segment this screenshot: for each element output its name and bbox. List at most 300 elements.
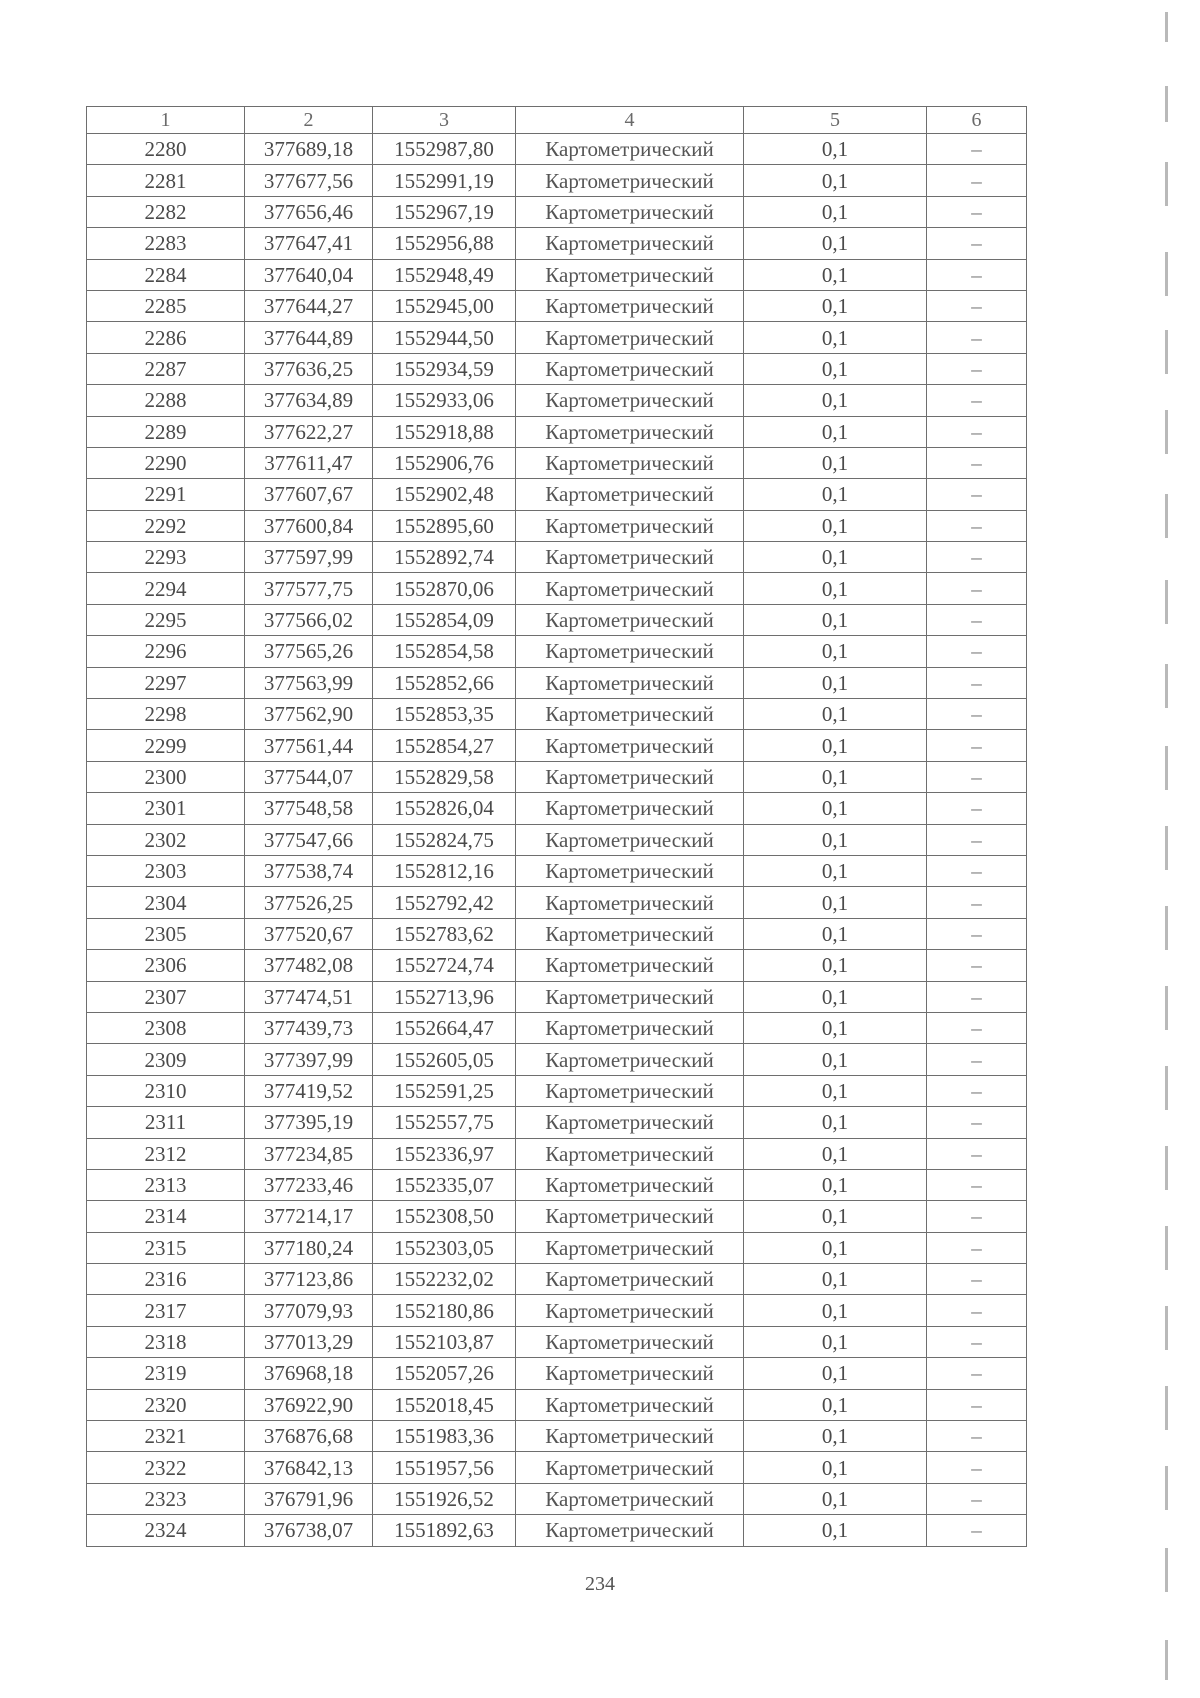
table-row: [87, 855, 1027, 886]
cell-point-number: 2315: [87, 1232, 245, 1263]
cell-coordinate-y: 1552945,00: [373, 290, 516, 321]
cell-accuracy: 0,1: [744, 950, 927, 981]
cell-method: Картометрический: [516, 604, 744, 635]
cell-method: Картометрический: [516, 667, 744, 698]
cell-point-number: 2320: [87, 1389, 245, 1420]
cell-method: Картометрический: [516, 1107, 744, 1138]
cell-accuracy: 0,1: [744, 542, 927, 573]
table-row: [87, 1515, 1027, 1546]
column-header-1: 1: [87, 107, 245, 134]
cell-point-number: 2298: [87, 699, 245, 730]
cell-note: –: [927, 134, 1027, 165]
cell-coordinate-y: 1551983,36: [373, 1421, 516, 1452]
cell-point-number: 2285: [87, 290, 245, 321]
cell-coordinate-y: 1552854,58: [373, 636, 516, 667]
table-row: [87, 793, 1027, 824]
cell-coordinate-x: 377611,47: [245, 447, 373, 478]
cell-accuracy: 0,1: [744, 1358, 927, 1389]
cell-accuracy: 0,1: [744, 981, 927, 1012]
cell-method: Картометрический: [516, 385, 744, 416]
column-header-2: 2: [245, 107, 373, 134]
cell-note: –: [927, 1264, 1027, 1295]
cell-accuracy: 0,1: [744, 1107, 927, 1138]
cell-note: –: [927, 918, 1027, 949]
table-row: [87, 1264, 1027, 1295]
cell-method: Картометрический: [516, 447, 744, 478]
table-row: [87, 981, 1027, 1012]
cell-point-number: 2297: [87, 667, 245, 698]
cell-note: –: [927, 573, 1027, 604]
cell-method: Картометрический: [516, 1264, 744, 1295]
cell-coordinate-x: 376968,18: [245, 1358, 373, 1389]
cell-coordinate-x: 376876,68: [245, 1421, 373, 1452]
cell-accuracy: 0,1: [744, 1264, 927, 1295]
cell-coordinate-x: 377079,93: [245, 1295, 373, 1326]
table-row: [87, 1075, 1027, 1106]
cell-note: –: [927, 761, 1027, 792]
cell-point-number: 2286: [87, 322, 245, 353]
cell-method: Картометрический: [516, 1232, 744, 1263]
cell-accuracy: 0,1: [744, 1044, 927, 1075]
table-row: [87, 730, 1027, 761]
table-row: [87, 1169, 1027, 1200]
cell-method: Картометрический: [516, 1075, 744, 1106]
coordinates-table: [86, 106, 1027, 1547]
cell-method: Картометрический: [516, 761, 744, 792]
table-row: [87, 1138, 1027, 1169]
cell-coordinate-y: 1552591,25: [373, 1075, 516, 1106]
cell-coordinate-x: 377644,27: [245, 290, 373, 321]
cell-coordinate-y: 1552057,26: [373, 1358, 516, 1389]
table-row: [87, 887, 1027, 918]
table-row: [87, 824, 1027, 855]
cell-accuracy: 0,1: [744, 636, 927, 667]
cell-coordinate-y: 1552987,80: [373, 134, 516, 165]
table-row: [87, 1232, 1027, 1263]
cell-note: –: [927, 447, 1027, 478]
cell-accuracy: 0,1: [744, 510, 927, 541]
cell-accuracy: 0,1: [744, 1389, 927, 1420]
cell-accuracy: 0,1: [744, 228, 927, 259]
table-row: [87, 604, 1027, 635]
cell-coordinate-x: 377526,25: [245, 887, 373, 918]
cell-coordinate-x: 377013,29: [245, 1326, 373, 1357]
cell-coordinate-y: 1552724,74: [373, 950, 516, 981]
cell-point-number: 2316: [87, 1264, 245, 1295]
cell-note: –: [927, 636, 1027, 667]
cell-coordinate-y: 1552918,88: [373, 416, 516, 447]
column-header-3: 3: [373, 107, 516, 134]
cell-coordinate-y: 1552902,48: [373, 479, 516, 510]
cell-accuracy: 0,1: [744, 134, 927, 165]
cell-accuracy: 0,1: [744, 1201, 927, 1232]
cell-method: Картометрический: [516, 353, 744, 384]
table-row: [87, 1483, 1027, 1514]
cell-point-number: 2312: [87, 1138, 245, 1169]
header-row: [87, 107, 1027, 134]
cell-method: Картометрический: [516, 228, 744, 259]
cell-coordinate-y: 1552829,58: [373, 761, 516, 792]
cell-method: Картометрический: [516, 416, 744, 447]
cell-method: Картометрический: [516, 855, 744, 886]
cell-coordinate-x: 377636,25: [245, 353, 373, 384]
cell-note: –: [927, 793, 1027, 824]
table-row: [87, 290, 1027, 321]
cell-accuracy: 0,1: [744, 1452, 927, 1483]
cell-point-number: 2282: [87, 196, 245, 227]
cell-coordinate-x: 377577,75: [245, 573, 373, 604]
cell-point-number: 2318: [87, 1326, 245, 1357]
cell-point-number: 2305: [87, 918, 245, 949]
cell-coordinate-x: 376842,13: [245, 1452, 373, 1483]
cell-note: –: [927, 1169, 1027, 1200]
table-row: [87, 1012, 1027, 1043]
cell-coordinate-y: 1552933,06: [373, 385, 516, 416]
cell-coordinate-y: 1552303,05: [373, 1232, 516, 1263]
cell-note: –: [927, 981, 1027, 1012]
cell-coordinate-x: 377544,07: [245, 761, 373, 792]
cell-method: Картометрический: [516, 636, 744, 667]
cell-accuracy: 0,1: [744, 196, 927, 227]
cell-note: –: [927, 196, 1027, 227]
cell-point-number: 2301: [87, 793, 245, 824]
cell-coordinate-y: 1552854,09: [373, 604, 516, 635]
cell-method: Картометрический: [516, 730, 744, 761]
cell-coordinate-y: 1552713,96: [373, 981, 516, 1012]
cell-coordinate-y: 1552180,86: [373, 1295, 516, 1326]
cell-method: Картометрический: [516, 1483, 744, 1514]
cell-accuracy: 0,1: [744, 1515, 927, 1546]
cell-coordinate-x: 377439,73: [245, 1012, 373, 1043]
column-header-5: 5: [744, 107, 927, 134]
cell-coordinate-y: 1552854,27: [373, 730, 516, 761]
cell-accuracy: 0,1: [744, 1326, 927, 1357]
cell-coordinate-y: 1552906,76: [373, 447, 516, 478]
cell-note: –: [927, 730, 1027, 761]
cell-method: Картометрический: [516, 259, 744, 290]
cell-coordinate-x: 377234,85: [245, 1138, 373, 1169]
cell-note: –: [927, 1421, 1027, 1452]
cell-coordinate-x: 377565,26: [245, 636, 373, 667]
cell-note: –: [927, 542, 1027, 573]
cell-coordinate-x: 377547,66: [245, 824, 373, 855]
cell-note: –: [927, 950, 1027, 981]
cell-note: –: [927, 510, 1027, 541]
cell-point-number: 2317: [87, 1295, 245, 1326]
cell-point-number: 2302: [87, 824, 245, 855]
cell-coordinate-x: 376791,96: [245, 1483, 373, 1514]
cell-point-number: 2306: [87, 950, 245, 981]
table-row: [87, 322, 1027, 353]
cell-method: Картометрический: [516, 510, 744, 541]
cell-coordinate-y: 1552852,66: [373, 667, 516, 698]
cell-method: Картометрический: [516, 165, 744, 196]
table-row: [87, 447, 1027, 478]
cell-point-number: 2309: [87, 1044, 245, 1075]
cell-method: Картометрический: [516, 793, 744, 824]
cell-point-number: 2292: [87, 510, 245, 541]
cell-method: Картометрический: [516, 134, 744, 165]
cell-accuracy: 0,1: [744, 1295, 927, 1326]
cell-note: –: [927, 1483, 1027, 1514]
table-row: [87, 1452, 1027, 1483]
table-row: [87, 761, 1027, 792]
cell-note: –: [927, 479, 1027, 510]
cell-method: Картометрический: [516, 479, 744, 510]
cell-coordinate-y: 1552853,35: [373, 699, 516, 730]
cell-method: Картометрический: [516, 1421, 744, 1452]
cell-note: –: [927, 667, 1027, 698]
cell-accuracy: 0,1: [744, 1232, 927, 1263]
cell-method: Картометрический: [516, 699, 744, 730]
cell-coordinate-y: 1552232,02: [373, 1264, 516, 1295]
cell-point-number: 2283: [87, 228, 245, 259]
cell-coordinate-y: 1552792,42: [373, 887, 516, 918]
cell-accuracy: 0,1: [744, 416, 927, 447]
cell-coordinate-y: 1552895,60: [373, 510, 516, 541]
cell-coordinate-y: 1552826,04: [373, 793, 516, 824]
cell-coordinate-x: 377548,58: [245, 793, 373, 824]
cell-coordinate-x: 377563,99: [245, 667, 373, 698]
cell-method: Картометрический: [516, 290, 744, 321]
cell-note: –: [927, 1044, 1027, 1075]
cell-coordinate-y: 1552967,19: [373, 196, 516, 227]
cell-accuracy: 0,1: [744, 699, 927, 730]
cell-method: Картометрический: [516, 918, 744, 949]
cell-note: –: [927, 1452, 1027, 1483]
cell-coordinate-x: 377180,24: [245, 1232, 373, 1263]
cell-note: –: [927, 699, 1027, 730]
cell-coordinate-y: 1552934,59: [373, 353, 516, 384]
cell-method: Картометрический: [516, 1201, 744, 1232]
table-row: [87, 228, 1027, 259]
cell-coordinate-x: 377397,99: [245, 1044, 373, 1075]
cell-accuracy: 0,1: [744, 573, 927, 604]
table-row: [87, 918, 1027, 949]
cell-accuracy: 0,1: [744, 1138, 927, 1169]
cell-accuracy: 0,1: [744, 887, 927, 918]
table-row: [87, 385, 1027, 416]
table-row: [87, 134, 1027, 165]
cell-method: Картометрический: [516, 1138, 744, 1169]
cell-coordinate-x: 377123,86: [245, 1264, 373, 1295]
cell-method: Картометрический: [516, 950, 744, 981]
cell-coordinate-y: 1552892,74: [373, 542, 516, 573]
cell-accuracy: 0,1: [744, 855, 927, 886]
cell-point-number: 2294: [87, 573, 245, 604]
cell-coordinate-y: 1552991,19: [373, 165, 516, 196]
table-row: [87, 1107, 1027, 1138]
cell-point-number: 2296: [87, 636, 245, 667]
table-row: [87, 1358, 1027, 1389]
cell-point-number: 2291: [87, 479, 245, 510]
table-row: [87, 1044, 1027, 1075]
cell-accuracy: 0,1: [744, 165, 927, 196]
cell-accuracy: 0,1: [744, 259, 927, 290]
table-row: [87, 950, 1027, 981]
cell-coordinate-x: 377622,27: [245, 416, 373, 447]
cell-point-number: 2304: [87, 887, 245, 918]
cell-point-number: 2323: [87, 1483, 245, 1514]
cell-method: Картометрический: [516, 1515, 744, 1546]
cell-coordinate-y: 1552956,88: [373, 228, 516, 259]
cell-point-number: 2280: [87, 134, 245, 165]
cell-note: –: [927, 604, 1027, 635]
cell-coordinate-y: 1552018,45: [373, 1389, 516, 1420]
cell-accuracy: 0,1: [744, 290, 927, 321]
cell-note: –: [927, 353, 1027, 384]
cell-point-number: 2310: [87, 1075, 245, 1106]
cell-accuracy: 0,1: [744, 322, 927, 353]
table-row: [87, 1326, 1027, 1357]
cell-coordinate-x: 377689,18: [245, 134, 373, 165]
table-row: [87, 416, 1027, 447]
table-body: [87, 134, 1027, 1547]
cell-point-number: 2288: [87, 385, 245, 416]
table-row: [87, 699, 1027, 730]
cell-method: Картометрический: [516, 1452, 744, 1483]
cell-coordinate-x: 376738,07: [245, 1515, 373, 1546]
cell-note: –: [927, 165, 1027, 196]
cell-accuracy: 0,1: [744, 1421, 927, 1452]
cell-note: –: [927, 1326, 1027, 1357]
cell-accuracy: 0,1: [744, 918, 927, 949]
cell-accuracy: 0,1: [744, 761, 927, 792]
cell-coordinate-x: 377607,67: [245, 479, 373, 510]
table-row: [87, 1421, 1027, 1452]
cell-coordinate-y: 1552336,97: [373, 1138, 516, 1169]
cell-method: Картометрический: [516, 1169, 744, 1200]
cell-coordinate-y: 1552824,75: [373, 824, 516, 855]
cell-coordinate-y: 1552944,50: [373, 322, 516, 353]
cell-coordinate-y: 1552557,75: [373, 1107, 516, 1138]
table-row: [87, 196, 1027, 227]
cell-note: –: [927, 1389, 1027, 1420]
cell-point-number: 2287: [87, 353, 245, 384]
cell-coordinate-x: 377634,89: [245, 385, 373, 416]
cell-method: Картометрический: [516, 887, 744, 918]
cell-point-number: 2314: [87, 1201, 245, 1232]
cell-method: Картометрический: [516, 1326, 744, 1357]
cell-method: Картометрический: [516, 824, 744, 855]
table-row: [87, 573, 1027, 604]
cell-coordinate-y: 1552664,47: [373, 1012, 516, 1043]
cell-accuracy: 0,1: [744, 447, 927, 478]
cell-method: Картометрический: [516, 1389, 744, 1420]
cell-coordinate-x: 376922,90: [245, 1389, 373, 1420]
cell-point-number: 2321: [87, 1421, 245, 1452]
cell-coordinate-x: 377233,46: [245, 1169, 373, 1200]
cell-coordinate-y: 1552870,06: [373, 573, 516, 604]
cell-coordinate-x: 377600,84: [245, 510, 373, 541]
cell-accuracy: 0,1: [744, 667, 927, 698]
table-row: [87, 636, 1027, 667]
cell-coordinate-y: 1552335,07: [373, 1169, 516, 1200]
cell-coordinate-y: 1552783,62: [373, 918, 516, 949]
table-row: [87, 542, 1027, 573]
table-header: [87, 107, 1027, 134]
cell-point-number: 2299: [87, 730, 245, 761]
column-header-6: 6: [927, 107, 1027, 134]
cell-accuracy: 0,1: [744, 604, 927, 635]
cell-method: Картометрический: [516, 1358, 744, 1389]
cell-coordinate-x: 377419,52: [245, 1075, 373, 1106]
cell-point-number: 2293: [87, 542, 245, 573]
cell-note: –: [927, 1515, 1027, 1546]
cell-coordinate-y: 1551957,56: [373, 1452, 516, 1483]
cell-note: –: [927, 385, 1027, 416]
cell-coordinate-x: 377482,08: [245, 950, 373, 981]
table-row: [87, 667, 1027, 698]
cell-note: –: [927, 824, 1027, 855]
cell-accuracy: 0,1: [744, 730, 927, 761]
cell-point-number: 2319: [87, 1358, 245, 1389]
cell-accuracy: 0,1: [744, 353, 927, 384]
cell-coordinate-x: 377474,51: [245, 981, 373, 1012]
cell-note: –: [927, 887, 1027, 918]
page-number: 234: [585, 1573, 615, 1595]
cell-point-number: 2313: [87, 1169, 245, 1200]
column-header-4: 4: [516, 107, 744, 134]
cell-accuracy: 0,1: [744, 793, 927, 824]
cell-method: Картометрический: [516, 981, 744, 1012]
cell-point-number: 2311: [87, 1107, 245, 1138]
table-row: [87, 353, 1027, 384]
cell-accuracy: 0,1: [744, 824, 927, 855]
cell-coordinate-y: 1551892,63: [373, 1515, 516, 1546]
cell-note: –: [927, 1138, 1027, 1169]
cell-accuracy: 0,1: [744, 479, 927, 510]
cell-note: –: [927, 228, 1027, 259]
cell-coordinate-x: 377566,02: [245, 604, 373, 635]
cell-note: –: [927, 290, 1027, 321]
table-row: [87, 479, 1027, 510]
table-row: [87, 1201, 1027, 1232]
cell-note: –: [927, 1012, 1027, 1043]
cell-coordinate-x: 377656,46: [245, 196, 373, 227]
cell-method: Картометрический: [516, 1044, 744, 1075]
cell-point-number: 2324: [87, 1515, 245, 1546]
cell-note: –: [927, 416, 1027, 447]
table-row: [87, 259, 1027, 290]
cell-note: –: [927, 1107, 1027, 1138]
table-row: [87, 510, 1027, 541]
cell-point-number: 2322: [87, 1452, 245, 1483]
cell-coordinate-y: 1551926,52: [373, 1483, 516, 1514]
cell-point-number: 2284: [87, 259, 245, 290]
cell-note: –: [927, 1201, 1027, 1232]
cell-note: –: [927, 855, 1027, 886]
cell-accuracy: 0,1: [744, 1169, 927, 1200]
cell-coordinate-y: 1552948,49: [373, 259, 516, 290]
table-row: [87, 1295, 1027, 1326]
cell-note: –: [927, 1075, 1027, 1106]
cell-method: Картометрический: [516, 573, 744, 604]
cell-point-number: 2303: [87, 855, 245, 886]
table-row: [87, 165, 1027, 196]
cell-coordinate-x: 377538,74: [245, 855, 373, 886]
cell-point-number: 2300: [87, 761, 245, 792]
cell-coordinate-x: 377677,56: [245, 165, 373, 196]
cell-accuracy: 0,1: [744, 1483, 927, 1514]
cell-point-number: 2289: [87, 416, 245, 447]
cell-point-number: 2281: [87, 165, 245, 196]
cell-note: –: [927, 322, 1027, 353]
cell-accuracy: 0,1: [744, 1012, 927, 1043]
cell-point-number: 2290: [87, 447, 245, 478]
cell-coordinate-x: 377395,19: [245, 1107, 373, 1138]
cell-accuracy: 0,1: [744, 385, 927, 416]
